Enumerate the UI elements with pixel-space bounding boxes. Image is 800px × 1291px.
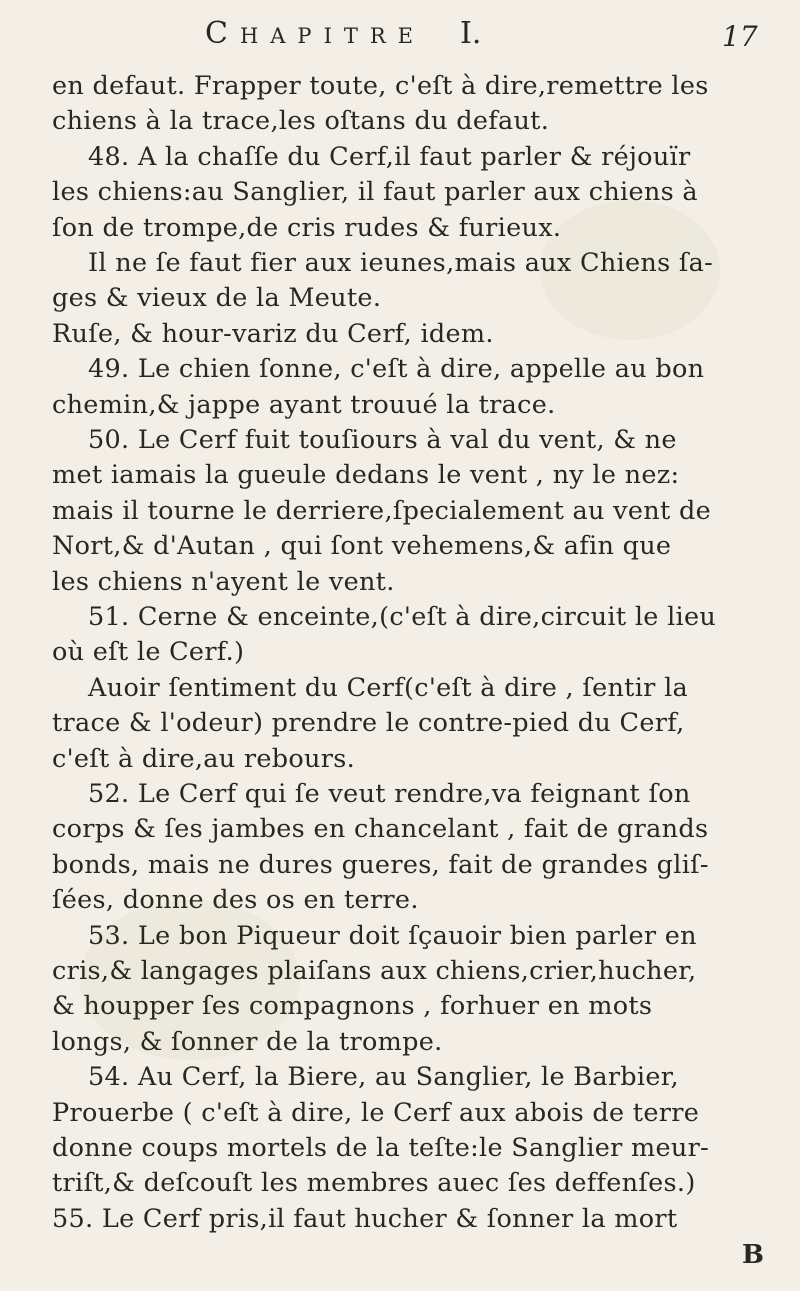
text-line: donne coups mortels de la teſte:le Sanglier meur-	[52, 1133, 710, 1163]
page-number: 17	[722, 20, 758, 53]
text-line: c'eſt à dire,au rebours.	[52, 743, 356, 774]
text-line: met iamais la gueule dedans le vent , ny le nez:	[52, 460, 680, 491]
text-line: 50. Le Cerf fuit touſiours à val du vent, & ne	[88, 425, 677, 455]
text-line: ſées, donne des os en terre.	[52, 885, 419, 916]
text-line: corps & ſes jambes en chancelant , fait de grands	[52, 814, 709, 845]
text-line: Prouerbe ( c'eſt à dire, le Cerf aux abois de terre	[52, 1097, 700, 1128]
text-line: 52. Le Cerf qui ſe veut rendre,va feignant ſon	[88, 779, 691, 809]
text-line: mais il tourne le derriere,ſpecialement au vent de	[52, 495, 711, 526]
text-line: 49. Le chien ſonne, c'eſt à dire, appelle au bon	[88, 354, 705, 385]
text-line: en defaut. Frapper toute, c'eſt à dire,remettre les	[52, 71, 709, 101]
text-line: les chiens n'ayent le vent.	[52, 566, 395, 597]
text-line: ges & vieux de la Meute.	[52, 283, 382, 314]
text-line: cris,& langages plaiſans aux chiens,crier,hucher,	[52, 956, 697, 986]
text-line: Nort,& d'Autan , qui ſont vehemens,& afin que	[52, 531, 672, 562]
text-line: les chiens:au Sanglier, il faut parler aux chiens à	[52, 177, 698, 208]
text-line: chiens à la trace,les oſtans du defaut.	[52, 106, 550, 137]
signature-mark: B	[742, 1240, 764, 1270]
chapter-number: I.	[460, 16, 482, 51]
text-line: ſon de trompe,de cris rudes & furieux.	[52, 212, 562, 243]
text-line: chemin,& jappe ayant trouué la trace.	[52, 389, 556, 420]
text-line: 51. Cerne & enceinte,(c'eſt à dire,circuit le lieu	[88, 602, 717, 632]
chapter-heading: Chapitre	[205, 16, 426, 51]
text-line: bonds, mais ne dures gueres, fait de grandes gliſ-	[52, 849, 709, 880]
text-line: triſt,& deſcouſt les membres auec ſes deffenſes.)	[52, 1168, 696, 1199]
text-line: Auoir ſentiment du Cerf(c'eſt à dire , ſentir la	[88, 672, 689, 703]
text-line: Ruſe, & hour-variz du Cerf, idem.	[52, 318, 494, 349]
text-line: 48. A la chaſſe du Cerf,il faut parler & réjouïr	[88, 141, 691, 172]
text-line: 54. Au Cerf, la Biere, au Sanglier, le Barbier,	[88, 1062, 679, 1093]
text-line: Il ne ſe faut fier aux ieunes,mais aux Chiens ſa-	[88, 248, 714, 278]
running-header	[0, 16, 800, 60]
text-line: où eſt le Cerf.)	[52, 637, 245, 668]
text-line: 53. Le bon Piqueur doit ſçauoir bien parler en	[88, 920, 697, 951]
text-line: longs, & ſonner de la trompe.	[52, 1026, 443, 1057]
text-line: & houpper ſes compagnons , forhuer en mots	[52, 991, 653, 1022]
text-line: trace & l'odeur) prendre le contre-pied du Cerf,	[52, 708, 685, 739]
text-line: 55. Le Cerf pris,il faut hucher & ſonner la mort	[52, 1203, 678, 1234]
